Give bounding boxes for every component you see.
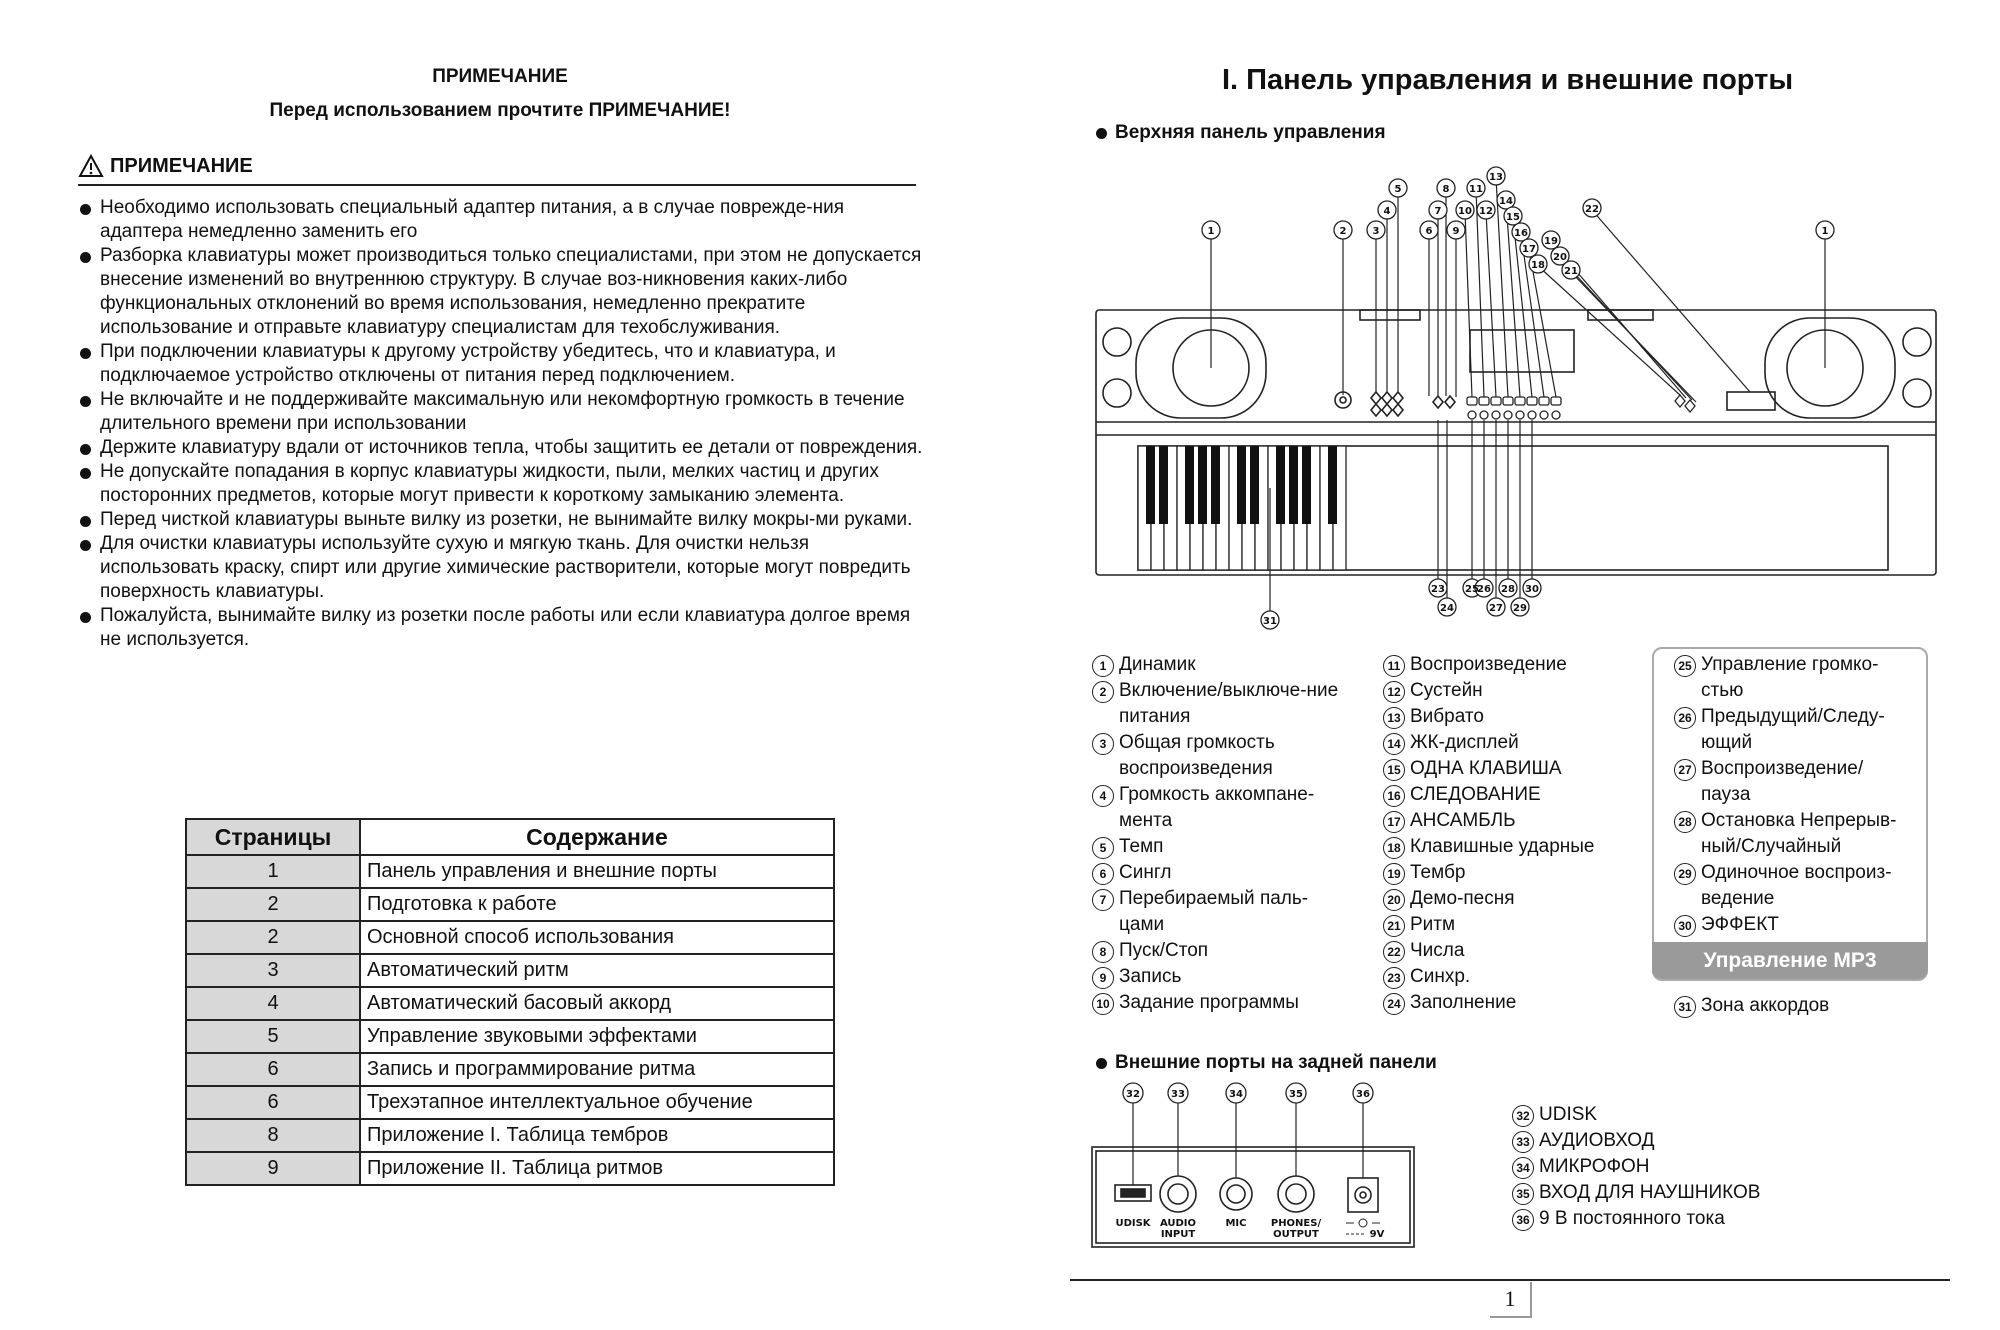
list-item: Перед чисткой клавиатуры выньте вилку из розетки, не вынимайте вилку мокры-ми руками. [78, 508, 928, 532]
section-top-panel [1096, 122, 1386, 144]
warning-divider [78, 184, 916, 186]
page-number: 1 [1490, 1282, 1532, 1318]
svg-text:2: 2 [1339, 226, 1347, 237]
svg-text:11: 11 [1469, 184, 1483, 195]
legend-item: 12 Сустейн [1383, 678, 1643, 704]
contents-cell: Подготовка к работе [360, 888, 834, 921]
phones-port-label: PHONES/ [1270, 1218, 1322, 1229]
volume-tempo-buttons [1371, 392, 1403, 416]
legend-column-2 [1383, 652, 1643, 1016]
svg-text:17: 17 [1522, 244, 1536, 255]
contents-table [185, 818, 835, 1186]
contents-cell: Запись и программирование ритма [360, 1053, 834, 1086]
list-item: При подключении клавиатуры к другому устройству убедитесь, что и клавиатура, и подключаемое устройство отключены от питания перед подключением. [78, 340, 928, 388]
note-bullets [78, 196, 928, 652]
legend-chord-zone [1674, 993, 1914, 1019]
phones-jack [1278, 1176, 1314, 1212]
legend-item: 13 Вибрато [1383, 704, 1643, 730]
svg-text:12: 12 [1479, 206, 1493, 217]
svg-text:36: 36 [1356, 1089, 1370, 1100]
bullet-icon [1096, 1058, 1107, 1069]
callout-badge: 33 [1512, 1131, 1534, 1153]
page-cell: 3 [186, 954, 360, 987]
legend-item: 15 ОДНА КЛАВИША [1383, 756, 1643, 782]
legend-item: 14 ЖК-дисплей [1383, 730, 1643, 756]
svg-text:28: 28 [1501, 584, 1515, 595]
warning-heading-text: ПРИМЕЧАНИЕ [110, 154, 253, 177]
left-speaker-grille-bottom [1103, 379, 1131, 407]
callout-badge: 13 [1383, 707, 1405, 729]
legend-item: 18 Клавишные ударные [1383, 834, 1643, 860]
list-item: Держите клавиатуру вдали от источников тепла, чтобы защитить ее детали от повреждения. [78, 436, 928, 460]
svg-text:29: 29 [1513, 603, 1527, 614]
table-row [186, 888, 834, 921]
right-speaker-grille-bottom [1903, 379, 1931, 407]
legend-item: 24 Заполнение [1383, 990, 1643, 1016]
svg-text:27: 27 [1489, 603, 1503, 614]
svg-text:26: 26 [1477, 584, 1491, 595]
note-subtitle: Перед использованием прочтите ПРИМЕЧАНИЕ! [269, 100, 731, 121]
dc-port-label: 9V [1369, 1229, 1385, 1240]
callout-badge: 27 [1674, 759, 1696, 781]
left-speaker [1136, 318, 1266, 418]
page-cell: 6 [186, 1053, 360, 1086]
table-row [186, 954, 834, 987]
page-cell: 4 [186, 987, 360, 1020]
legend-item: 1 Динамик [1092, 652, 1352, 678]
svg-text:14: 14 [1499, 196, 1513, 207]
legend-item: 8 Пуск/Стоп [1092, 938, 1352, 964]
page-title: I. Панель управления и внешние порты [1222, 64, 1794, 96]
legend-item: 6 Сингл [1092, 860, 1352, 886]
section-rear-ports [1096, 1052, 1437, 1074]
callout-badge: 21 [1383, 915, 1405, 937]
svg-text:15: 15 [1506, 212, 1520, 223]
legend-item: 30 ЭФФЕКТ [1674, 912, 1914, 938]
svg-text:21: 21 [1564, 266, 1578, 277]
legend-item: 36 9 В постоянного тока [1512, 1206, 1872, 1232]
callout-badge: 20 [1383, 889, 1405, 911]
right-speaker [1765, 318, 1895, 418]
contents-cell: Панель управления и внешние порты [360, 855, 834, 888]
audio-port-label: AUDIO [1159, 1218, 1197, 1229]
table-row [186, 1053, 834, 1086]
callout-badge: 26 [1674, 707, 1696, 729]
legend-item: 9 Запись [1092, 964, 1352, 990]
legend-item: 29 Одиночное воспроиз-ведение [1674, 860, 1914, 912]
svg-text:18: 18 [1531, 260, 1545, 271]
legend-item: 26 Предыдущий/Следу-ющий [1674, 704, 1914, 756]
page-cell: 9 [186, 1152, 360, 1185]
callout-badge: 9 [1092, 967, 1114, 989]
header-pages: Страницы [186, 819, 360, 855]
legend-item: 34 МИКРОФОН [1512, 1154, 1872, 1180]
footer-rule [1070, 1279, 1950, 1281]
top-slot [1360, 310, 1420, 320]
power-button-center [1340, 397, 1346, 403]
legend-item: 22 Числа [1383, 938, 1643, 964]
legend-item: 31 Зона аккордов [1674, 993, 1914, 1019]
callout-badge: 35 [1512, 1183, 1534, 1205]
svg-text:1: 1 [1821, 226, 1829, 237]
legend-item: 25 Управление громко-стью [1674, 652, 1914, 704]
phones-port-label-2: OUTPUT [1273, 1229, 1319, 1240]
table-row [186, 921, 834, 954]
callout-badge: 5 [1092, 837, 1114, 859]
udisk-port-label: UDISK [1115, 1218, 1151, 1229]
legend-item: 3 Общая громкость воспроизведения [1092, 730, 1352, 782]
table-row [186, 987, 834, 1020]
audio-input-jack [1160, 1176, 1196, 1212]
callout-badge: 10 [1092, 993, 1114, 1015]
table-row [186, 855, 834, 888]
svg-text:24: 24 [1440, 603, 1454, 614]
contents-cell: Трехэтапное интеллектуальное обучение [360, 1086, 834, 1119]
legend-item: 27 Воспроизведение/ пауза [1674, 756, 1914, 808]
ports-legend [1512, 1102, 1872, 1232]
list-item: Необходимо использовать специальный адаптер питания, а в случае поврежде-ния адаптера немедленно заменить его [78, 196, 928, 244]
callout-badge: 28 [1674, 811, 1696, 833]
contents-cell: Автоматический ритм [360, 954, 834, 987]
keyboard-diagram [1090, 150, 1950, 640]
list-item: Разборка клавиатуры может производиться только специалистами, при этом не допускается внесение изменений во внутреннюю структуру. В случае воз-никновения каких-либо функциональных отклонений во время использования, немедленно прекратите использование и отправьте клавиатуру специалистам для техобслуживания. [78, 244, 928, 340]
callout-badge: 19 [1383, 863, 1405, 885]
svg-text:33: 33 [1171, 1089, 1185, 1100]
svg-text:35: 35 [1289, 1089, 1303, 1100]
svg-text:3: 3 [1372, 226, 1380, 237]
number-pad [1727, 392, 1775, 410]
contents-cell: Автоматический басовый аккорд [360, 987, 834, 1020]
table-row [186, 1086, 834, 1119]
svg-text:25: 25 [1465, 584, 1479, 595]
legend-item: 7 Перебираемый паль-цами [1092, 886, 1352, 938]
callout-badge: 1 [1092, 655, 1114, 677]
mp3-control-label: Управление MP3 [1652, 942, 1928, 979]
callout-badge: 25 [1674, 655, 1696, 677]
legend-item: 20 Демо-песня [1383, 886, 1643, 912]
svg-text:8: 8 [1442, 184, 1450, 195]
callout-badge: 36 [1512, 1209, 1534, 1231]
table-row [186, 1152, 834, 1185]
legend-item: 2 Включение/выключе-ние питания [1092, 678, 1352, 730]
page-cell: 2 [186, 921, 360, 954]
svg-text:30: 30 [1525, 584, 1539, 595]
contents-cell: Управление звуковыми эффектами [360, 1020, 834, 1053]
svg-text:19: 19 [1544, 236, 1558, 247]
legend-column-1 [1092, 652, 1352, 1016]
callout-badge: 18 [1383, 837, 1405, 859]
list-item: Для очистки клавиатуры используйте сухую и мягкую ткань. Для очистки нельзя использовать краску, спирт или другие химические растворители, которые могут повредить поверхность клавиатуры. [78, 532, 928, 604]
callout-badge: 3 [1092, 733, 1114, 755]
contents-cell: Приложение II. Таблица ритмов [360, 1152, 834, 1185]
mic-jack [1220, 1178, 1252, 1210]
warning-heading [78, 154, 253, 178]
mode-buttons [1433, 396, 1455, 408]
list-item: Пожалуйста, вынимайте вилку из розетки после работы или если клавиатура долгое время не используется. [78, 604, 928, 652]
svg-text:9: 9 [1452, 226, 1460, 237]
note-title: ПРИМЕЧАНИЕ [432, 66, 568, 87]
svg-text:22: 22 [1585, 204, 1599, 215]
callout-badge: 11 [1383, 655, 1405, 677]
legend-item: 4 Громкость аккомпане-мента [1092, 782, 1352, 834]
callout-badge: 8 [1092, 941, 1114, 963]
callout-badge: 15 [1383, 759, 1405, 781]
svg-text:7: 7 [1434, 206, 1442, 217]
list-item: Не допускайте попадания в корпус клавиатуры жидкости, пыли, мелких частиц и других посторонних предметов, которые могут привести к короткому замыканию элемента. [78, 460, 928, 508]
legend-item: 19 Тембр [1383, 860, 1643, 886]
legend-column-3 [1674, 652, 1914, 938]
callout-badge: 34 [1512, 1157, 1534, 1179]
svg-text:10: 10 [1458, 206, 1472, 217]
rear-callout-lines [1133, 1100, 1363, 1185]
svg-text:5: 5 [1394, 184, 1402, 195]
legend-item: 32 UDISK [1512, 1102, 1872, 1128]
legend-item: 23 Синхр. [1383, 964, 1643, 990]
svg-text:32: 32 [1126, 1089, 1140, 1100]
legend-item: 35 ВХОД ДЛЯ НАУШНИКОВ [1512, 1180, 1872, 1206]
right-speaker-grille-top [1903, 328, 1931, 356]
svg-text:1: 1 [1207, 226, 1215, 237]
callout-badge: 12 [1383, 681, 1405, 703]
page-cell: 2 [186, 888, 360, 921]
page-cell: 6 [186, 1086, 360, 1119]
table-header-row [186, 819, 834, 855]
audio-port-label-2: INPUT [1160, 1229, 1196, 1240]
dc-port [1348, 1178, 1378, 1212]
rear-panel-diagram [1088, 1082, 1428, 1252]
legend-item: 5 Темп [1092, 834, 1352, 860]
legend-item: 17 АНСАМБЛЬ [1383, 808, 1643, 834]
list-item: Не включайте и не поддерживайте максимальную или некомфортную громкость в течение длительного времени при использовании [78, 388, 928, 436]
legend-item: 11 Воспроизведение [1383, 652, 1643, 678]
table-row [186, 1119, 834, 1152]
header-contents: Содержание [360, 819, 834, 855]
rear-callout-numbers [1123, 1083, 1373, 1103]
legend-item: 16 СЛЕДОВАНИЕ [1383, 782, 1643, 808]
svg-text:16: 16 [1514, 228, 1528, 239]
callout-badge: 24 [1383, 993, 1405, 1015]
callout-badge: 6 [1092, 863, 1114, 885]
page-cell: 5 [186, 1020, 360, 1053]
callout-badge: 14 [1383, 733, 1405, 755]
table-row [186, 1020, 834, 1053]
callout-badge: 7 [1092, 889, 1114, 911]
warning-triangle-icon [78, 154, 104, 178]
legend-item: 33 АУДИОВХОД [1512, 1128, 1872, 1154]
legend-item: 21 Ритм [1383, 912, 1643, 938]
svg-text:20: 20 [1553, 252, 1567, 263]
top-slot [1588, 310, 1653, 320]
mic-port-label: MIC [1225, 1218, 1247, 1229]
callout-badge: 32 [1512, 1105, 1534, 1127]
callout-badge: 4 [1092, 785, 1114, 807]
legend-item: 10 Задание программы [1092, 990, 1352, 1016]
svg-text:31: 31 [1263, 616, 1277, 627]
callout-badge: 22 [1383, 941, 1405, 963]
callout-badge: 31 [1674, 996, 1696, 1018]
contents-cell: Приложение I. Таблица тембров [360, 1119, 834, 1152]
svg-text:6: 6 [1425, 226, 1433, 237]
callout-badge: 23 [1383, 967, 1405, 989]
callout-badge: 30 [1674, 915, 1696, 937]
callout-badge: 16 [1383, 785, 1405, 807]
lcd-display [1470, 330, 1574, 372]
svg-text:13: 13 [1489, 172, 1503, 183]
bullet-icon [1096, 128, 1107, 139]
svg-text:23: 23 [1431, 584, 1445, 595]
contents-cell: Основной способ использования [360, 921, 834, 954]
svg-text:34: 34 [1229, 1089, 1243, 1100]
callout-badge: 17 [1383, 811, 1405, 833]
section-top-label: Верхняя панель управления [1115, 122, 1386, 143]
page-cell: 8 [186, 1119, 360, 1152]
section-rear-label: Внешние порты на задней панели [1115, 1052, 1437, 1073]
svg-text:4: 4 [1383, 206, 1391, 217]
function-buttons [1467, 395, 1695, 419]
left-speaker-grille-top [1103, 328, 1131, 356]
callout-badge: 29 [1674, 863, 1696, 885]
legend-item: 28 Остановка Непрерыв-ный/Случайный [1674, 808, 1914, 860]
callout-badge: 2 [1092, 681, 1114, 703]
page-cell: 1 [186, 855, 360, 888]
